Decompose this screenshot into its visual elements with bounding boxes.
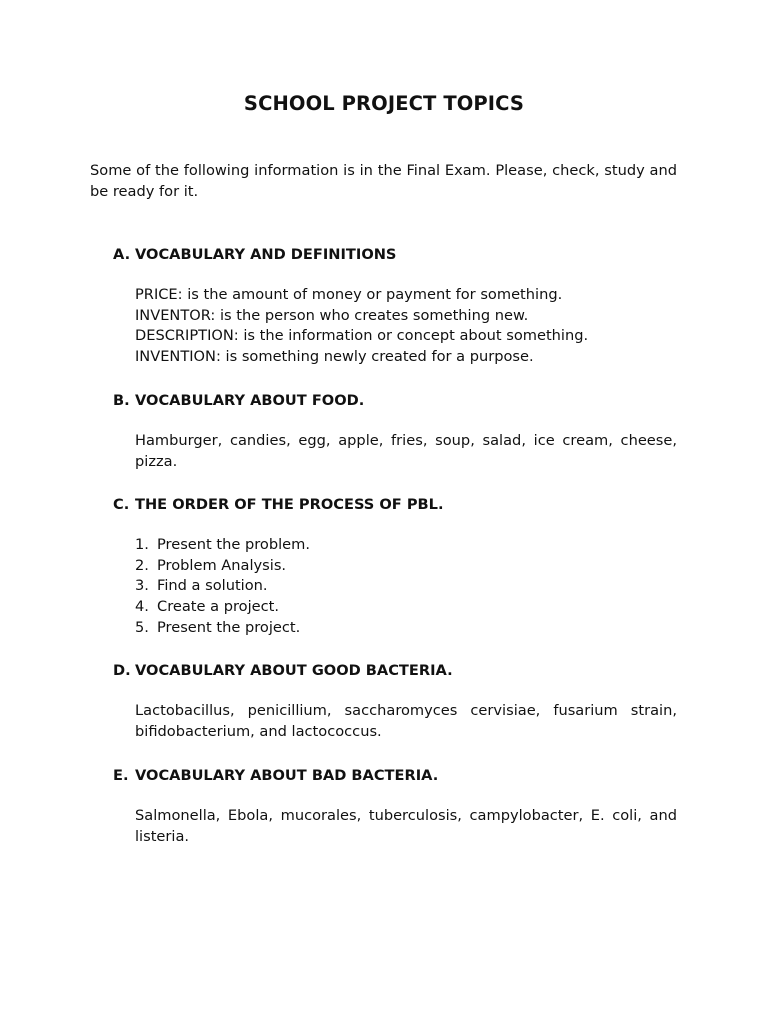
section-b (113, 390, 677, 472)
definition-inventor: INVENTOR: is the person who creates something new. (135, 306, 529, 324)
section-d-letter: D. (113, 662, 131, 679)
bad-bacteria-vocabulary: Salmonella, Ebola, mucorales, tuberculosis, campylobacter, E. coli, and listeria. (135, 807, 677, 845)
section-e (113, 765, 677, 847)
section-d (113, 660, 677, 742)
definition-price: PRICE: is the amount of money or payment for something. (135, 286, 563, 303)
section-a-letter: A. (113, 246, 131, 263)
section-e-title: VOCABULARY ABOUT BAD BACTERIA. (135, 767, 439, 784)
section-a-title: VOCABULARY AND DEFINITIONS (135, 246, 397, 263)
step-number: 3. (135, 577, 149, 595)
section-b-letter: B. (113, 392, 130, 409)
section-e-letter: E. (113, 767, 129, 784)
section-b-title: VOCABULARY ABOUT FOOD. (135, 392, 365, 409)
step-text: Find a solution. (157, 577, 268, 595)
section-a (113, 244, 677, 368)
step-number: 4. (135, 598, 149, 616)
definition-invention: INVENTION: is something newly created for a purpose. (135, 348, 534, 366)
section-b-heading (113, 390, 677, 411)
list-item (135, 576, 677, 597)
document-title: SCHOOL PROJECT TOPICS (243, 92, 525, 115)
section-d-title: VOCABULARY ABOUT GOOD BACTERIA. (135, 662, 453, 679)
step-text: Problem Analysis. (157, 556, 287, 574)
section-c-title: THE ORDER OF THE PROCESS OF PBL. (135, 496, 444, 513)
definition-description: DESCRIPTION: is the information or concept about something. (135, 327, 589, 345)
list-item (135, 597, 677, 618)
list-item (135, 535, 677, 556)
food-vocabulary: Hamburger, candies, egg, apple, fries, soup, salad, ice cream, cheese, pizza. (135, 432, 677, 470)
section-c-letter: C. (113, 496, 130, 513)
step-number: 1. (135, 536, 149, 553)
step-number: 2. (135, 556, 149, 574)
pbl-steps-list (135, 535, 677, 639)
list-item (135, 618, 677, 639)
intro-paragraph: Some of the following information is in the Final Exam. Please, check, study and be ready for it. (90, 162, 677, 200)
definitions-list (135, 285, 677, 368)
pbl-steps (135, 535, 677, 639)
section-e-heading (113, 765, 677, 786)
step-text: Present the problem. (157, 536, 311, 553)
step-text: Create a project. (157, 598, 280, 616)
step-text: Present the project. (157, 618, 301, 636)
section-c-heading (113, 494, 677, 515)
section-a-heading (113, 244, 677, 265)
section-d-heading (113, 660, 677, 681)
step-number: 5. (135, 618, 149, 636)
section-c (113, 494, 677, 639)
good-bacteria-vocabulary: Lactobacillus, penicillium, saccharomyces cervisiae, fusarium strain, bifidobacterium, and lactococcus. (135, 702, 677, 740)
list-item (135, 556, 677, 577)
